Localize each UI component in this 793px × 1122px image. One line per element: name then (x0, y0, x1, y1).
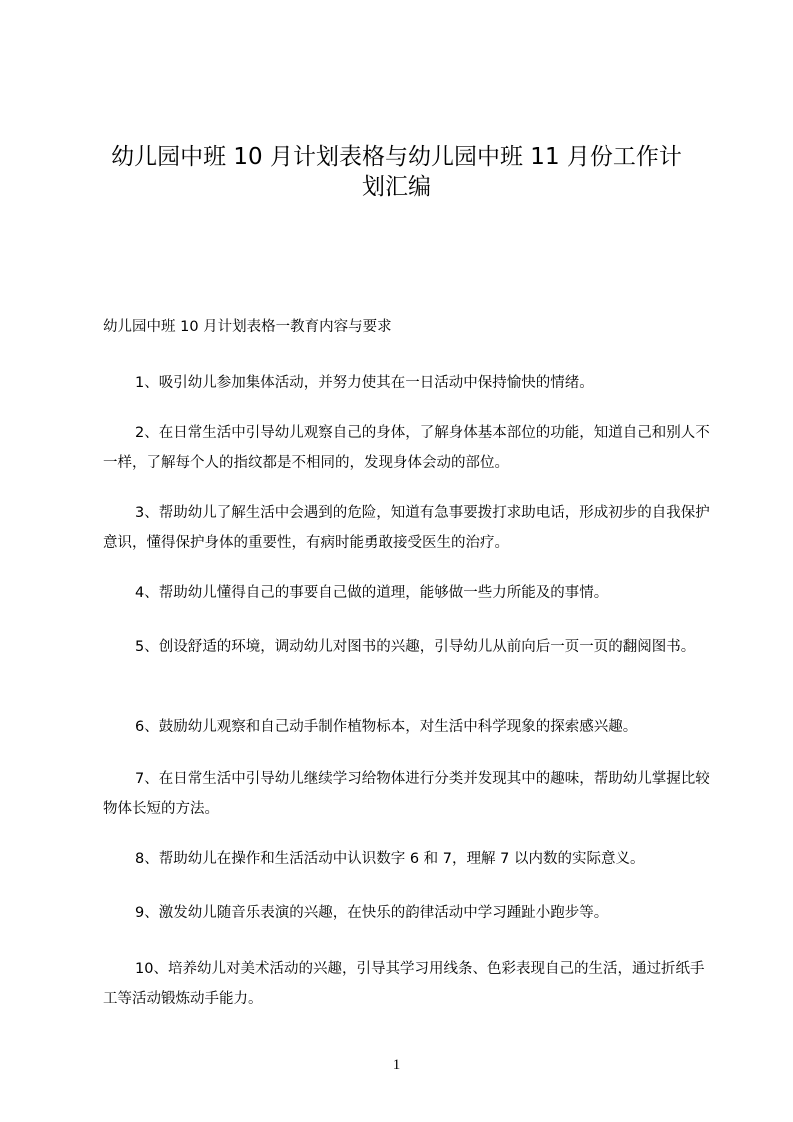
paragraph-9: 9、激发幼儿随音乐表演的兴趣，在快乐的韵律活动中学习踵趾小跑步等。 (135, 905, 609, 921)
paragraph-4: 4、帮助幼儿懂得自己的事要自己做的道理，能够做一些力所能及的事情。 (135, 585, 609, 601)
paragraph-3: 3、帮助幼儿了解生活中会遇到的危险，知道有急事要拨打求助电话，形成初步的自我保护意识，懂得保护身体的重要性，有病时能勇敢接受医生的治疗。 (103, 505, 710, 551)
paragraph-2: 2、在日常生活中引导幼儿观察自己的身体，了解身体基本部位的功能，知道自己和别人不一样，了解每个人的指纹都是不相同的，发现身体会动的部位。 (103, 425, 710, 471)
paragraph-8: 8、帮助幼儿在操作和生活活动中认识数字 6 和 7，理解 7 以内数的实际意义。 (135, 851, 645, 867)
paragraph-7: 7、在日常生活中引导幼儿继续学习给物体进行分类并发现其中的趣味，帮助幼儿掌握比较物体长短的方法。 (103, 771, 710, 817)
paragraph-1: 1、吸引幼儿参加集体活动，并努力使其在一日活动中保持愉快的情绪。 (135, 375, 594, 391)
page-number: 1 (392, 1057, 401, 1073)
paragraph-5: 5、创设舒适的环境，调动幼儿对图书的兴趣，引导幼儿从前向后一页一页的翻阅图书。 (135, 639, 696, 655)
document-title: 幼儿园中班 10 月计划表格与幼儿园中班 11 月份工作计划汇编 (111, 144, 682, 200)
paragraph-6: 6、鼓励幼儿观察和自己动手制作植物标本，对生活中科学现象的探索感兴趣。 (135, 719, 638, 735)
section-heading: 幼儿园中班 10 月计划表格一教育内容与要求 (103, 319, 392, 335)
paragraph-10: 10、培养幼儿对美术活动的兴趣，引导其学习用线条、色彩表现自己的生活，通过折纸手工等活动锻炼动手能力。 (103, 961, 705, 1007)
